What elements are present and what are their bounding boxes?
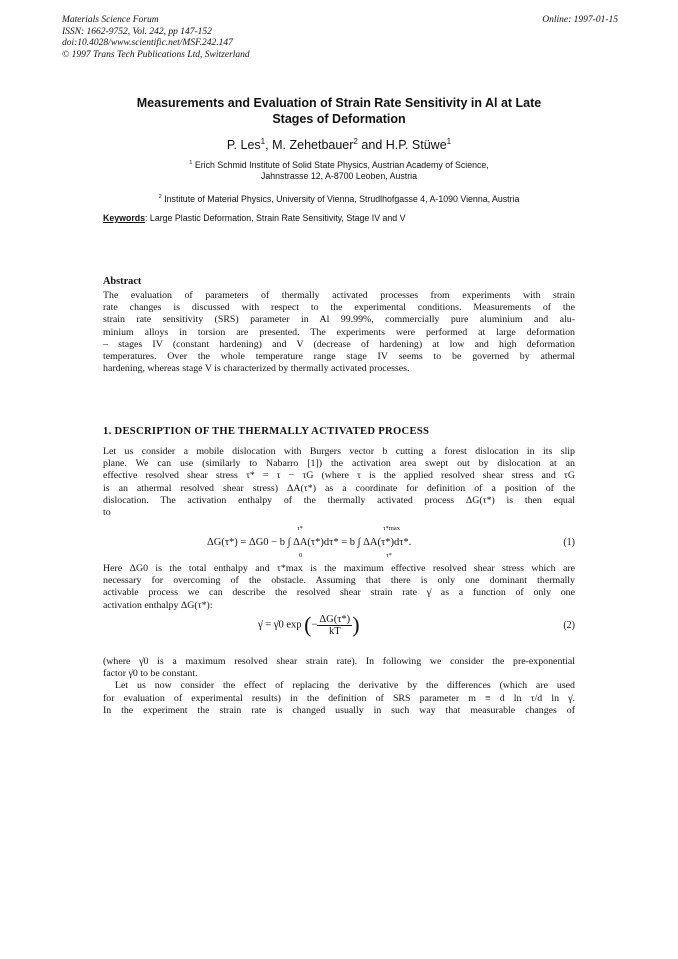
author-les: P. Les [226,138,261,153]
author-stuewe: and H.P. Stüwe [357,138,447,153]
body-line: Let us consider a mobile dislocation with Burgers vector b cutting a forest dislocation in its slip [103,446,575,457]
author-zehetbauer: , M. Zehetbauer [265,138,354,153]
equation-2-numerator: ΔG(τ*) [319,613,351,625]
abstract-line: The evaluation of parameters of thermally activated processes from experiments with strain [103,290,575,301]
affiliation-1 [39,158,639,182]
title-line-2: Stages of Deformation [272,111,406,126]
body-line: (where γ̇0 is a maximum resolved shear strain rate). In following we consider the pre-exponential [103,656,575,667]
journal-name: Materials Science Forum [62,15,159,25]
title-line-1: Measurements and Evaluation of Strain Rate Sensitivity in Al at Late [136,96,542,110]
abstract-heading: Abstract [103,276,142,287]
body-line: plane. We can use (similarly to Nabarro [1]) the activation area swept out by dislocation at an [103,458,575,470]
abstract-line: rate changes is discussed with respect to the experimental conditions. Measurements of the [103,302,575,314]
affiliation-2-marker: 2 [158,194,162,200]
section-1-heading: 1. DESCRIPTION OF THE THERMALLY ACTIVATED PROCESS [103,426,430,437]
eq1-integral-1-upper-limit: τ* [297,525,303,532]
equation-2-fraction [317,614,352,637]
affiliation-1-marker: 1 [189,160,193,166]
section-1-paragraph-1 [103,446,575,519]
equation-2-number: (2) [563,620,575,631]
affiliation-2-line-1: Institute of Material Physics, University of Vienna, Strudlhofgasse 4, A-1090 Vienna, Austria [161,193,520,204]
abstract-line: hardening, whereas stage V is characterized by thermally activated processes. [103,363,410,375]
eq1-integral-1-lower-limit: 0 [299,552,303,559]
eq1-integral-2-lower-limit: τ* [386,552,392,559]
body-line: activable process we can describe the resolved shear strain rate γ̇ as a function of only one [103,587,575,599]
section-1-paragraph-2 [103,563,575,612]
author-stuewe-affil: 1 [446,137,452,146]
issn-line: ISSN: 1662-9752, Vol. 242, pp 147-152 [62,26,212,37]
body-line: factor γ̇0 to be constant. [103,668,198,680]
body-line: dislocation. The activation enthalpy of the thermally activated process ΔG(τ*) is then equal [103,494,575,506]
abstract-body [103,290,575,375]
affiliation-1-line-2: Jahnstrasse 12, A-8700 Leoben, Austria [260,170,417,181]
equation-2: γ̇ = γ̇0 exp (− $\frac{\Delta G(\tau*)}{kT}$ ) [258,612,360,637]
body-line: effective resolved shear stress τ* = τ − τG (where τ is the applied resolved shear stress and τG [103,470,575,482]
body-line: Here ΔG0 is the total enthalpy and τ*max is the maximum effective resolved shear stress which are [103,563,575,574]
abstract-line: minium alloys in torsion are presented. The experiments were performed at large deformation [103,326,575,338]
keywords [103,213,406,223]
body-line: activation enthalpy ΔG(τ*): [103,599,213,611]
abstract-line: – stages IV (constant hardening) and V (decrease of hardening) at low and high deformation [103,338,575,350]
author-list [80,137,598,152]
abstract-line: strain rate sensitivity (SRS) parameter in Al 99.99%, commercially pure aluminium and alu- [103,314,575,326]
online-date: Online: 1997-01-15 [542,15,618,25]
journal-header [62,15,618,61]
keywords-text: : Large Plastic Deformation, Strain Rate Sensitivity, Stage IV and V [145,213,406,223]
equation-1: ΔG(τ*) = ΔG0 − b ∫ ΔA(τ*)dτ* = b ∫ ΔA(τ*)dτ*. [207,537,412,548]
section-1-paragraph-3 [103,656,575,717]
copyright-line: © 1997 Trans Tech Publications Ltd, Switzerland [62,49,250,60]
body-line: In the experiment the strain rate is changed usually in such way that measurable changes of [103,704,575,716]
affiliation-2 [39,192,639,205]
author-les-affil: 1 [260,137,266,146]
equation-2-lhs: γ̇ = γ̇0 exp [258,619,302,631]
eq1-integral-2-upper-limit: τ*max [383,525,401,532]
body-line: Let us now consider the effect of replacing the derivative by the differences (which are used [115,680,575,692]
author-zehetbauer-affil: 2 [353,137,358,146]
equation-1-number: (1) [563,537,575,548]
abstract-line: temperatures. Over the whole temperature range stage IV seems to be governed by athermal [103,351,575,363]
keywords-label: Keywords [103,213,146,223]
affiliation-1-line-1: Erich Schmid Institute of Solid State Physics, Austrian Academy of Science, [192,159,489,170]
doi-line[interactable]: doi:10.4028/www.scientific.net/MSF.242.147 [62,38,233,49]
body-line: to [103,507,111,519]
body-line: necessary for overcoming of the obstacle. Assuming that there is only one dominant thermally [103,575,575,587]
equation-2-denominator: kT [328,625,341,637]
body-line: is an athermal resolved shear stress) ΔA(τ*) as a coordinate for definition of a position of the [103,482,575,494]
body-line: for evaluation of experimental results) in the definition of SRS parameter m ≡ d ln τ/d ln γ̇. [103,692,575,704]
paper-title [100,96,578,127]
